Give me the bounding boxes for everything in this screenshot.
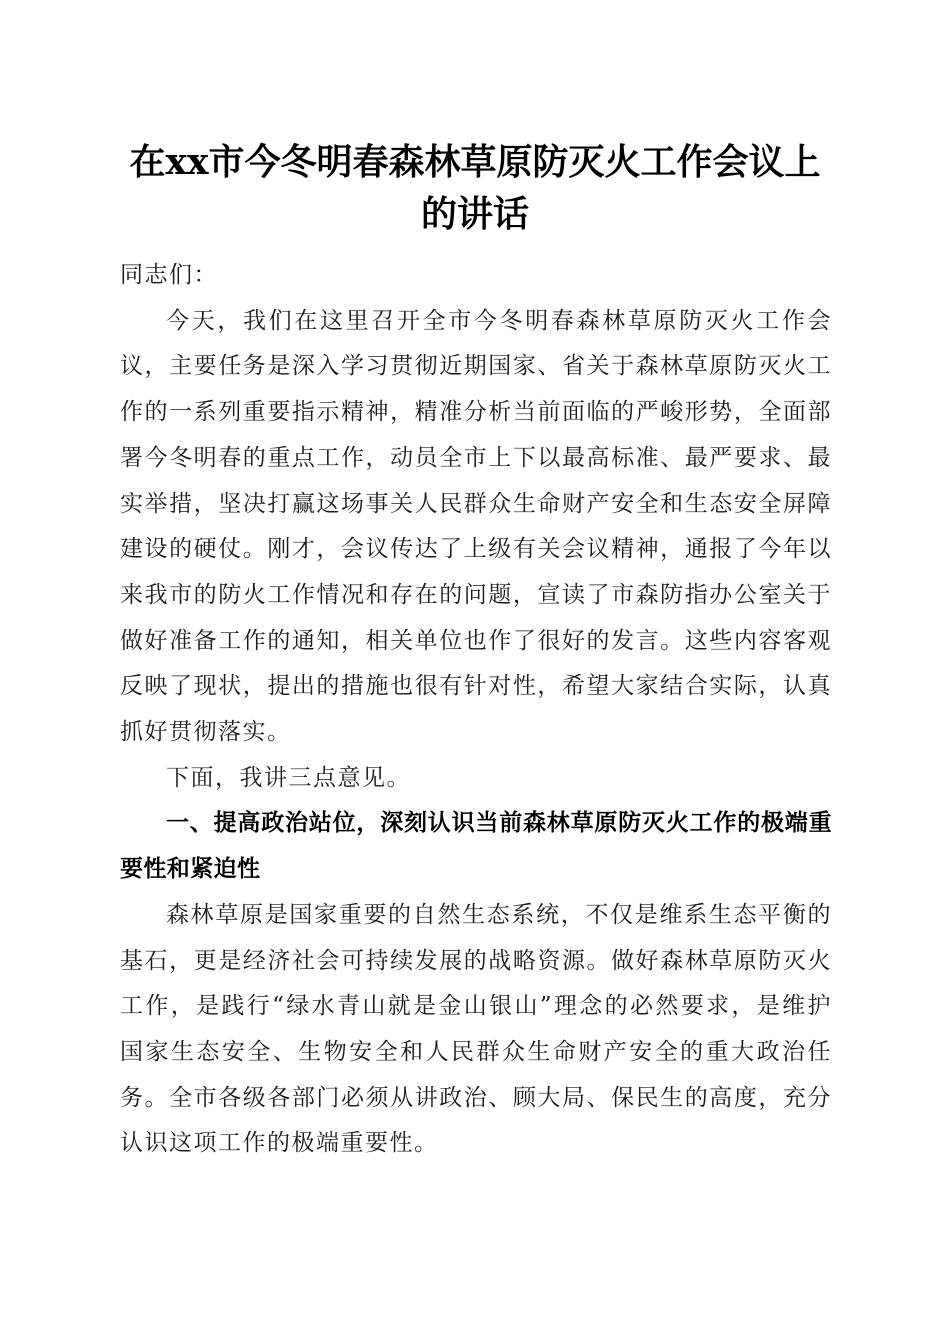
- salutation: 同志们：: [120, 262, 218, 288]
- paragraph-intro: 今天，我们在这里召开全市今冬明春森林草原防灭火工作会议，主要任务是深入学习贯彻近期国家、省关于森林草原防灭火工作的一系列重要指示精神，精准分析当前面临的严峻形势，全面部署今冬明春的重点工作，动员全市上下以最高标准、最严要求、最实举措，坚决打赢这场事关人民群众生命财产安全和生态安全屏障建设的硬仗。刚才，会议传达了上级有关会议精神，通报了今年以来我市的防火工作情况和存在的问题，宣读了市森防指办公室关于做好准备工作的通知，相关单位也作了很好的发言。这些内容客观反映了现状，提出的措施也很有针对性，希望大家结合实际，认真抓好贯彻落实。: [120, 307, 832, 746]
- paragraph-outline: 下面，我讲三点意见。: [166, 764, 411, 791]
- title-line-1: 在xx市今冬明春森林草原防灭火工作会议上: [129, 141, 821, 183]
- section-heading-1: 一、提高政治站位，深刻认识当前森林草原防灭火工作的极端重要性和紧迫性: [120, 810, 832, 883]
- document-body: [120, 253, 832, 1167]
- section-1-paragraph: 森林草原是国家重要的自然生态系统，不仅是维系生态平衡的基石，更是经济社会可持续发展的战略资源。做好森林草原防灭火工作，是践行“绿水青山就是金山银山”理念的必然要求，是维护国家生态安全、生物安全和人民群众生命财产安全的重大政治任务。全市各级各部门必须从讲政治、顾大局、保民生的高度，充分认识这项工作的极端重要性。: [120, 901, 832, 1157]
- title-line-2: 的讲话: [420, 193, 529, 235]
- page-title: [100, 136, 850, 240]
